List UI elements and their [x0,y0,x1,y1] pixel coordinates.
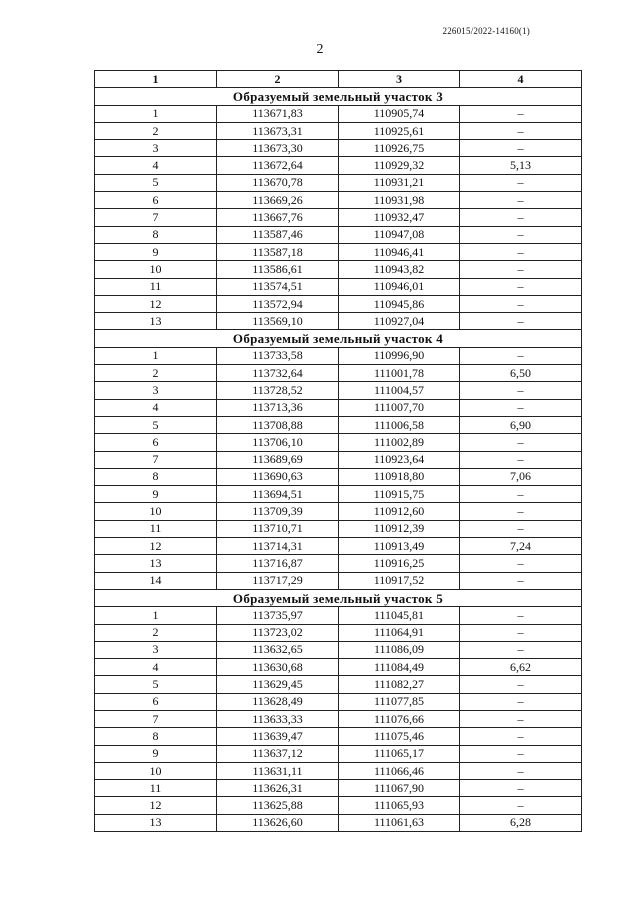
table-cell: 113716,87 [217,555,339,572]
table-row [95,313,582,330]
table-cell: – [460,105,582,122]
table-cell: 5 [95,676,217,693]
table-cell: 111045,81 [339,607,460,624]
table-cell: 10 [95,503,217,520]
table-body [95,88,582,832]
table-cell: – [460,140,582,157]
table-cell: 13 [95,814,217,831]
table-cell: – [460,434,582,451]
table-row [95,503,582,520]
table-cell: 7 [95,209,217,226]
table-cell: 1 [95,347,217,364]
table-cell: 111061,63 [339,814,460,831]
table-row [95,226,582,243]
table-cell: 113723,02 [217,624,339,641]
table-cell: – [460,295,582,312]
table-cell: 111084,49 [339,659,460,676]
table-cell: 113706,10 [217,434,339,451]
table-cell: 113633,33 [217,710,339,727]
table-cell: 7,24 [460,538,582,555]
table-row [95,468,582,485]
table-cell: 110923,64 [339,451,460,468]
table-cell: 110913,49 [339,538,460,555]
page-number: 2 [316,42,324,57]
table-cell: – [460,451,582,468]
table-row [95,745,582,762]
table-cell: 110927,04 [339,313,460,330]
table-cell: – [460,278,582,295]
table-cell: 110905,74 [339,105,460,122]
table-row [95,780,582,797]
table-row [95,728,582,745]
table-cell: 7 [95,451,217,468]
table-cell: 8 [95,468,217,485]
table-cell: 110912,60 [339,503,460,520]
table-cell: 113710,71 [217,520,339,537]
column-header: 4 [460,71,582,88]
table-cell: 2 [95,365,217,382]
table-cell: 113631,11 [217,762,339,779]
table-cell: 1 [95,607,217,624]
table-row [95,797,582,814]
table-cell: 113574,51 [217,278,339,295]
table-row [95,382,582,399]
table-cell: – [460,555,582,572]
table-cell: 113733,58 [217,347,339,364]
table-cell: 113689,69 [217,451,339,468]
table-cell: 113708,88 [217,416,339,433]
table-row [95,762,582,779]
table-row [95,122,582,139]
table-cell: 110945,86 [339,295,460,312]
table-cell: 12 [95,295,217,312]
table-cell: 13 [95,313,217,330]
table-cell: – [460,209,582,226]
table-cell: – [460,693,582,710]
table-cell: 113735,97 [217,607,339,624]
table-cell: 110925,61 [339,122,460,139]
table-cell: 113586,61 [217,261,339,278]
table-cell: 113728,52 [217,382,339,399]
table-cell: – [460,313,582,330]
table-cell: – [460,572,582,589]
table-cell: 111065,17 [339,745,460,762]
table-cell: 113639,47 [217,728,339,745]
table-cell: 6,28 [460,814,582,831]
table-row [95,174,582,191]
table-cell: 9 [95,486,217,503]
section-title: Образуемый земельный участок 3 [95,88,582,105]
table-cell: 113629,45 [217,676,339,693]
table-row [95,572,582,589]
table-cell: 12 [95,797,217,814]
table-cell: 111007,70 [339,399,460,416]
table-row [95,416,582,433]
table-cell: – [460,762,582,779]
table-cell: 110916,25 [339,555,460,572]
table-row [95,261,582,278]
table-cell: 5 [95,416,217,433]
table-cell: 2 [95,122,217,139]
table-cell: 110943,82 [339,261,460,278]
table-cell: 113587,46 [217,226,339,243]
section-title-row [95,330,582,347]
table-row [95,278,582,295]
table-cell: – [460,122,582,139]
table-cell: – [460,503,582,520]
table-cell: 113632,65 [217,641,339,658]
table-cell: 3 [95,140,217,157]
table-cell: 111076,66 [339,710,460,727]
table-cell: – [460,710,582,727]
table-cell: – [460,243,582,260]
table-cell: – [460,676,582,693]
table-cell: 10 [95,261,217,278]
table-cell: 110931,98 [339,192,460,209]
table-cell: 110926,75 [339,140,460,157]
table-cell: 113587,18 [217,243,339,260]
table-cell: 8 [95,728,217,745]
table-cell: – [460,486,582,503]
table-row [95,659,582,676]
table-cell: 5 [95,174,217,191]
table-cell: 9 [95,243,217,260]
table-cell: 10 [95,762,217,779]
table-cell: 113669,26 [217,192,339,209]
table-cell: 110918,80 [339,468,460,485]
table-cell: 113713,36 [217,399,339,416]
table-row [95,209,582,226]
table-cell: 7,06 [460,468,582,485]
table-cell: 110929,32 [339,157,460,174]
table-cell: 113626,31 [217,780,339,797]
table-cell: 11 [95,780,217,797]
table-row [95,693,582,710]
table-cell: 110917,52 [339,572,460,589]
table-cell: – [460,728,582,745]
table-cell: – [460,780,582,797]
column-header: 3 [339,71,460,88]
table-cell: 111075,46 [339,728,460,745]
table-cell: 4 [95,157,217,174]
table-cell: 113694,51 [217,486,339,503]
section-title-row [95,88,582,105]
section-title: Образуемый земельный участок 5 [95,589,582,606]
table-row [95,295,582,312]
table-row [95,140,582,157]
table-cell: – [460,745,582,762]
table-cell: 111082,27 [339,676,460,693]
column-header: 1 [95,71,217,88]
column-header: 2 [217,71,339,88]
table-cell: 113673,30 [217,140,339,157]
table-cell: 2 [95,624,217,641]
table-cell: 110996,90 [339,347,460,364]
section-title-row [95,589,582,606]
table-cell: – [460,347,582,364]
table-cell: 111002,89 [339,434,460,451]
table-cell: – [460,624,582,641]
table-cell: 6 [95,693,217,710]
table-cell: 4 [95,399,217,416]
table-cell: – [460,174,582,191]
table-cell: 110946,01 [339,278,460,295]
table-cell: 111067,90 [339,780,460,797]
table-cell: 7 [95,710,217,727]
table-cell: 8 [95,226,217,243]
table-cell: 113714,31 [217,538,339,555]
table-row [95,157,582,174]
table-cell: 113625,88 [217,797,339,814]
table-row [95,243,582,260]
table-cell: – [460,607,582,624]
table-cell: 113569,10 [217,313,339,330]
table-cell: 110932,47 [339,209,460,226]
table-cell: 111066,46 [339,762,460,779]
table-row [95,814,582,831]
table-cell: 113709,39 [217,503,339,520]
table-row [95,641,582,658]
table-cell: 113673,31 [217,122,339,139]
table-cell: – [460,520,582,537]
table-cell: 113628,49 [217,693,339,710]
table-cell: 110915,75 [339,486,460,503]
table-cell: 111001,78 [339,365,460,382]
document-id: 226015/2022-14160(1) [442,26,530,36]
table-cell: 111064,91 [339,624,460,641]
table-cell: 111077,85 [339,693,460,710]
table-cell: 6,50 [460,365,582,382]
table-cell: 110912,39 [339,520,460,537]
table-cell: 3 [95,641,217,658]
table-cell: 5,13 [460,157,582,174]
table-cell: 4 [95,659,217,676]
table-cell: 113717,29 [217,572,339,589]
table-row [95,347,582,364]
table-row [95,538,582,555]
table-cell: – [460,382,582,399]
table-row [95,399,582,416]
table-cell: 113667,76 [217,209,339,226]
table-row [95,192,582,209]
table-cell: 14 [95,572,217,589]
table-cell: 113671,83 [217,105,339,122]
table-cell: 6,90 [460,416,582,433]
table-row [95,434,582,451]
table-cell: 113572,94 [217,295,339,312]
table-cell: 6 [95,192,217,209]
table-cell: 113626,60 [217,814,339,831]
table-cell: 111086,09 [339,641,460,658]
section-title: Образуемый земельный участок 4 [95,330,582,347]
table-cell: 113670,78 [217,174,339,191]
table-cell: 3 [95,382,217,399]
table-cell: 11 [95,278,217,295]
table-cell: 9 [95,745,217,762]
table-cell: 110946,41 [339,243,460,260]
table-row [95,710,582,727]
table-row [95,451,582,468]
table-cell: 113630,68 [217,659,339,676]
table-cell: 113690,63 [217,468,339,485]
table-cell: – [460,399,582,416]
table-cell: 6 [95,434,217,451]
table-row [95,555,582,572]
table-cell: – [460,192,582,209]
table-cell: 6,62 [460,659,582,676]
table-cell: 13 [95,555,217,572]
coordinates-table [94,70,582,832]
table-row [95,624,582,641]
table-cell: – [460,641,582,658]
table-row [95,105,582,122]
table-cell: 11 [95,520,217,537]
table-row [95,365,582,382]
table-row [95,676,582,693]
table-cell: 113732,64 [217,365,339,382]
table-row [95,486,582,503]
table-cell: 12 [95,538,217,555]
table-cell: – [460,226,582,243]
table-cell: 110947,08 [339,226,460,243]
table-header-row [95,71,582,88]
table-cell: 113672,64 [217,157,339,174]
table-row [95,520,582,537]
table-cell: 113637,12 [217,745,339,762]
table-cell: 111065,93 [339,797,460,814]
table-cell: – [460,797,582,814]
table-row [95,607,582,624]
table-cell: 1 [95,105,217,122]
table-cell: 111004,57 [339,382,460,399]
table-cell: 111006,58 [339,416,460,433]
table-cell: 110931,21 [339,174,460,191]
table-cell: – [460,261,582,278]
